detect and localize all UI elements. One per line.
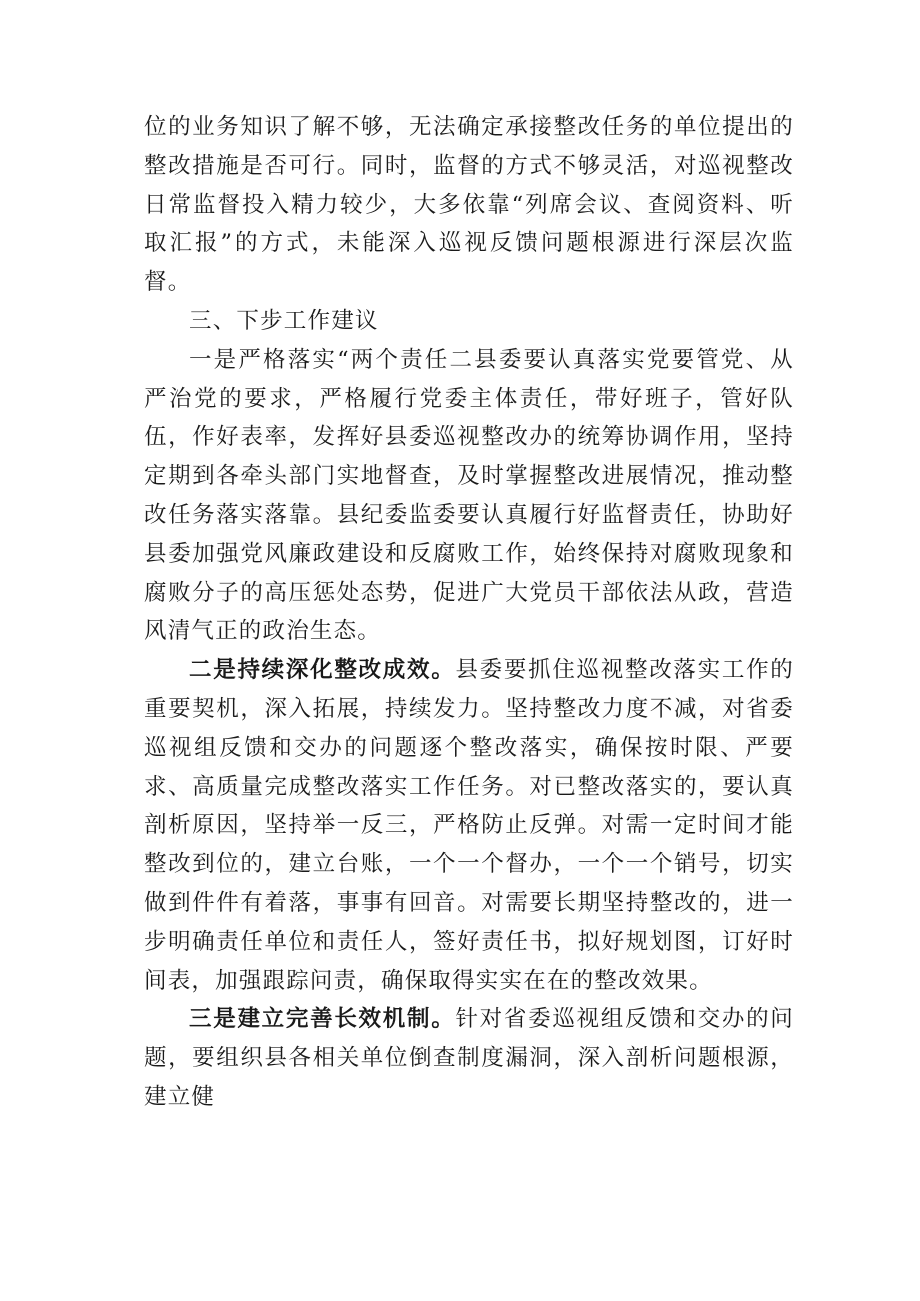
paragraph-long-term-mechanism xyxy=(144,1000,794,1116)
paragraph-lead: 二是持续深化整改成效。 xyxy=(189,657,456,684)
document-body xyxy=(144,108,794,1117)
paragraph-text: 针对省委巡视组反馈和交办的问题，要组织县各相关单位倒查制度漏洞，深入剖析问题根源，建立健 xyxy=(144,1006,795,1110)
paragraph-two-responsibilities: 一是严格落实“两个责任二县委要认真落实党要管党、从严治党的要求，严格履行党委主体责任，带好班子，管好队伍，作好表率，发挥好县委巡视整改办的统筹协调作用，坚持定期到各牵头部门实地督查，及时掌握整改进展情况，推动整改任务落实落靠。县纪委监委要认真履行好监督责任，协助好县委加强党风廉政建设和反腐败工作，始终保持对腐败现象和腐败分子的高压惩处态势，促进广大党员干部依法从政，营造风清气正的政治生态。 xyxy=(144,346,794,645)
paragraph-text: 县委要抓住巡视整改落实工作的重要契机，深入拓展，持续发力。坚持整改力度不减，对省委巡视组反馈和交办的问题逐个整改落实，确保按时限、严要求、高质量完成整改落实工作任务。对已整改落实的，要认真剖析原因，坚持举一反三，严格防止反弹。对需一定时间才能整改到位的，建立台账，一个一个督办，一个一个销号，切实做到件件有着落，事事有回音。对需要长期坚持整改的，进一步明确责任单位和责任人，签好责任书，拟好规划图，订好时间表，加强跟踪问责，确保取得实实在在的整改效果。 xyxy=(144,657,795,994)
paragraph-lead: 三是建立完善长效机制。 xyxy=(189,1006,456,1033)
paragraph-continuation: 位的业务知识了解不够，无法确定承接整改任务的单位提出的整改措施是否可行。同时，监督的方式不够灵活，对巡视整改日常监督投入精力较少，大多依靠“列席会议、查阅资料、听取汇报”的方式，未能深入巡视反馈问题根源进行深层次监督。 xyxy=(144,114,794,296)
paragraph-deepen-rectification xyxy=(144,651,794,1000)
section-heading: 三、下步工作建议 xyxy=(189,307,379,334)
